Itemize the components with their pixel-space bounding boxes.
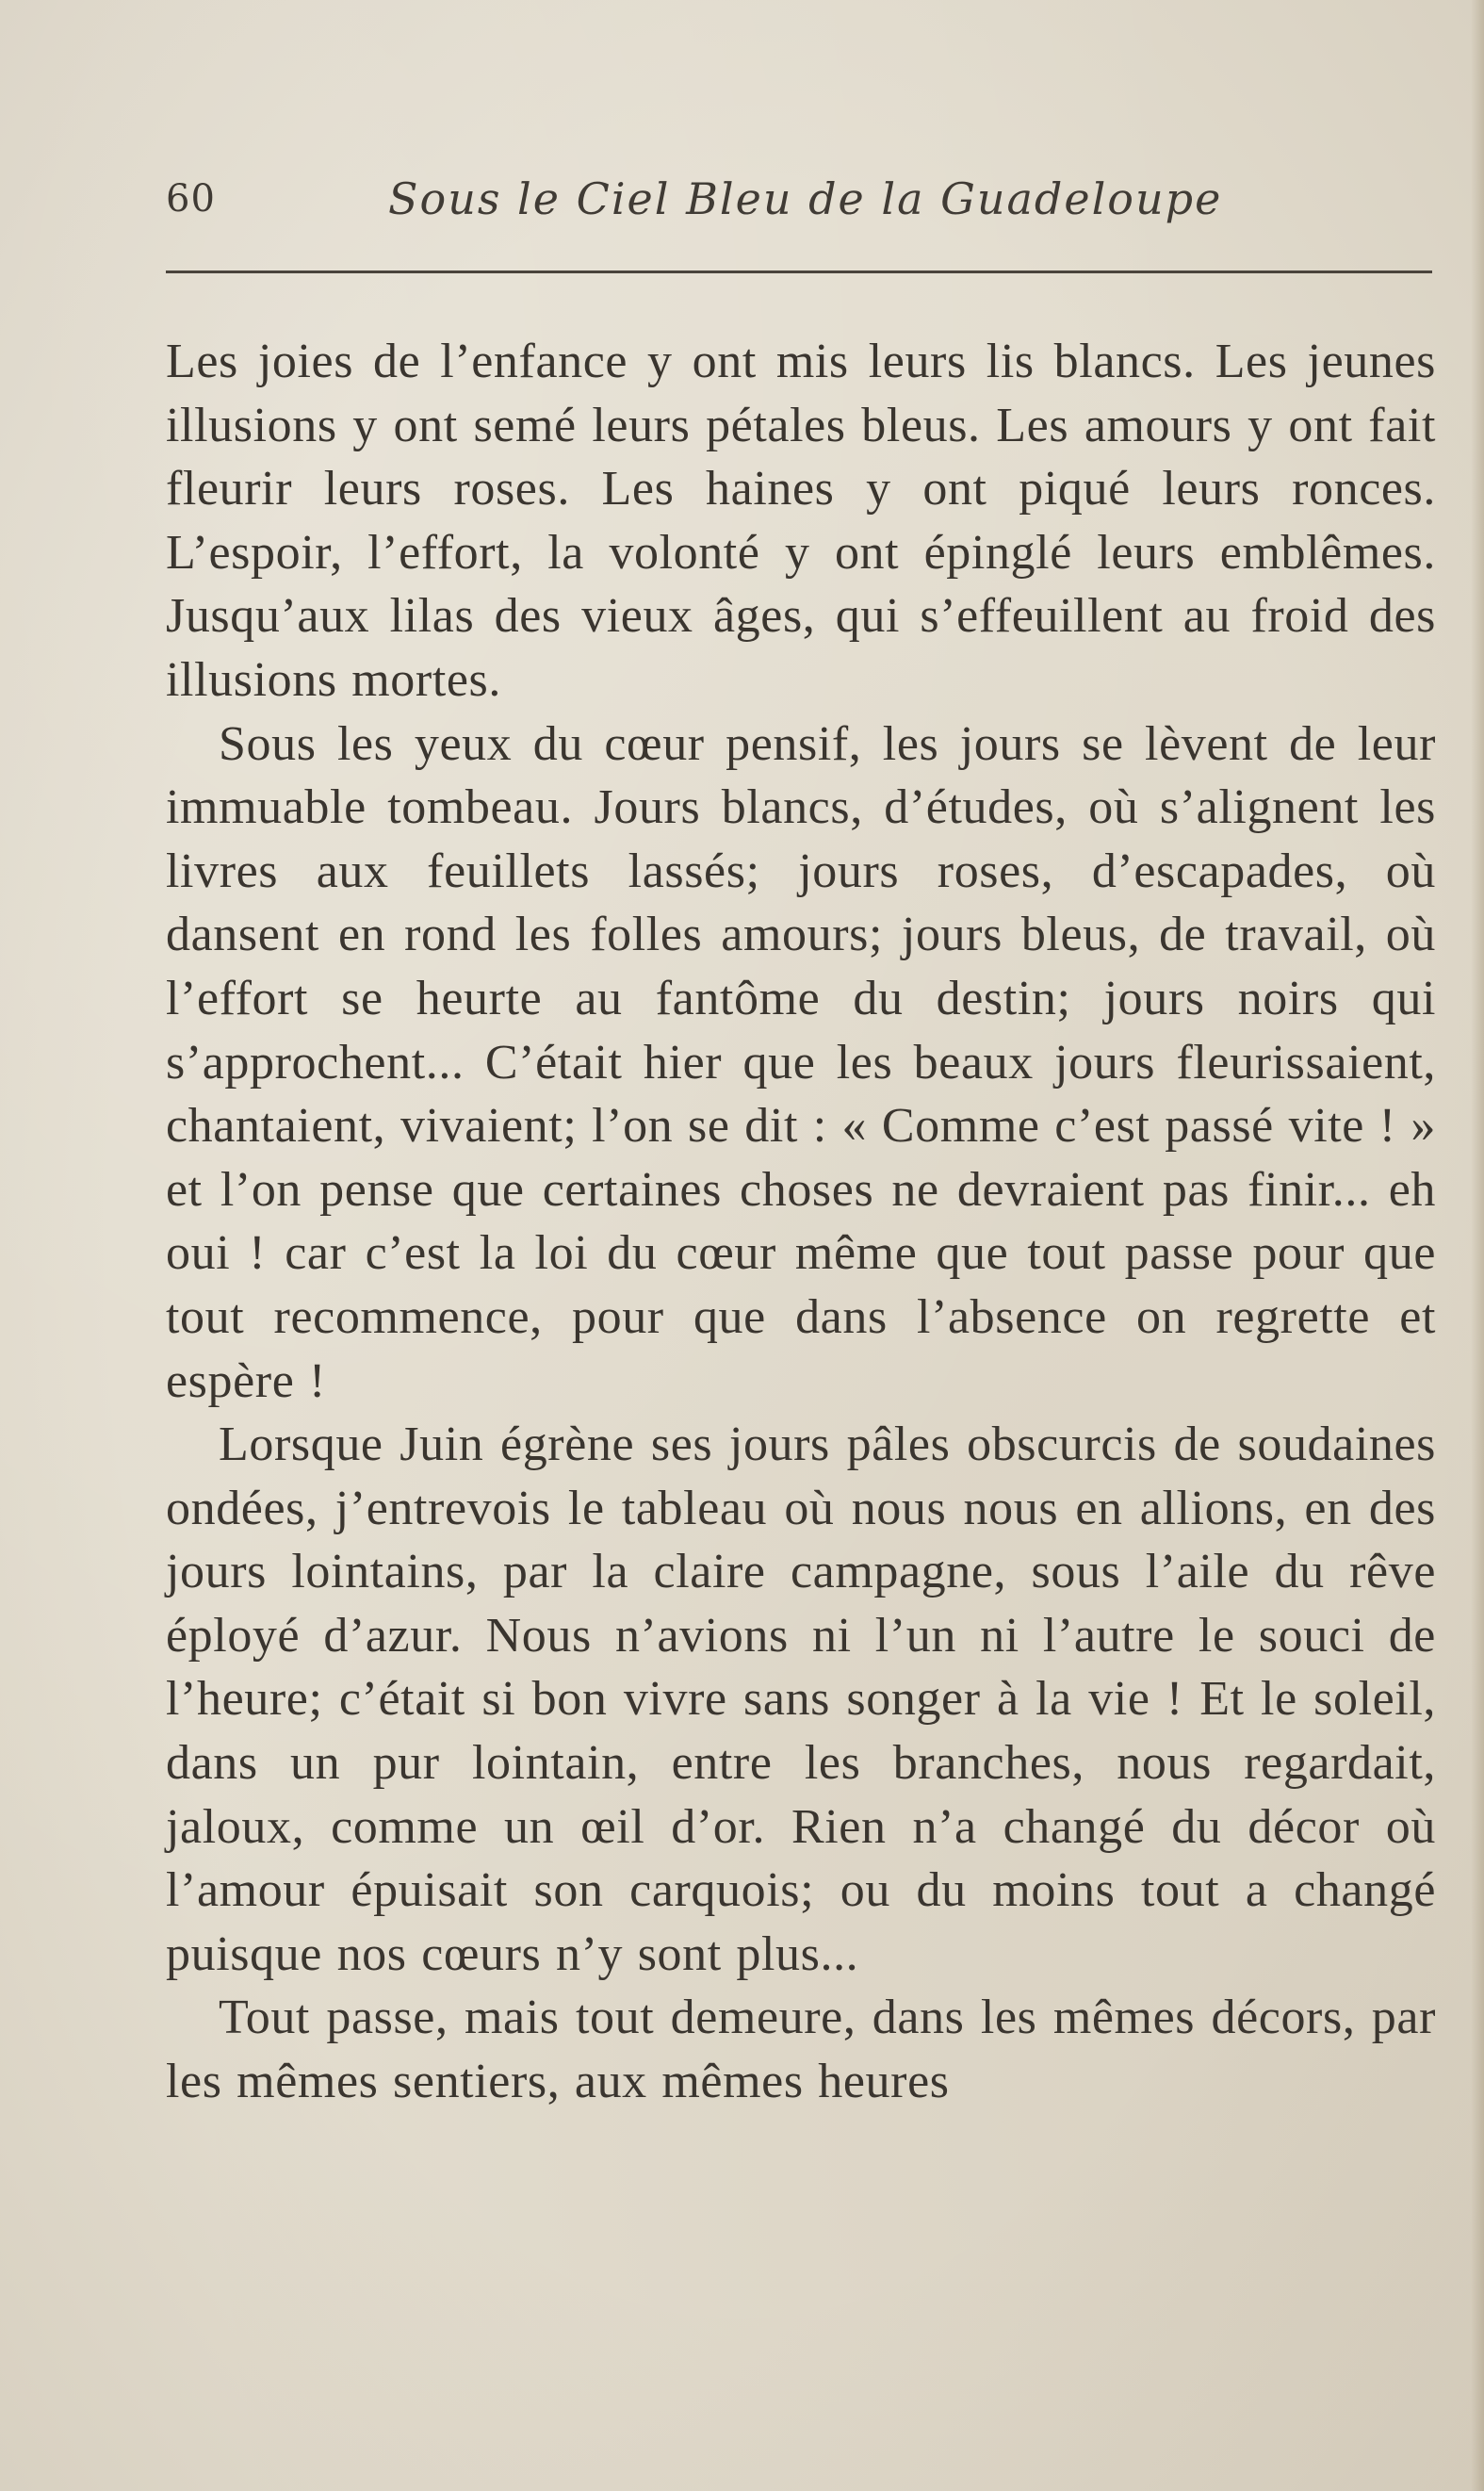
running-title: Sous le Ciel Bleu de la Guadeloupe xyxy=(388,173,1223,224)
header-rule xyxy=(166,270,1432,273)
page-number: 60 xyxy=(166,177,216,221)
paragraph-3: Lorsque Juin égrène ses jours pâles obscurcis de soudaines ondées, j’entrevois le tableau où nous nous en allions, en des jours lointains, par la claire campagne, sous l’aile du rêve éployé d’azur. Nous n’avions ni l’un ni l’autre le souci de l’heure; c’était si bon vivre sans songer à la vie ! Et le soleil, dans un pur lointain, entre les branches, nous regardait, jaloux, comme un œil d’or. Rien n’a changé du décor où l’amour épuisait son carquois; ou du moins tout a changé puisque nos cœurs n’y sont plus... xyxy=(166,1418,1436,1981)
page-edge-shadow xyxy=(1471,0,1484,2491)
body-text xyxy=(166,330,1436,2114)
paragraph-1: Les joies de l’enfance y ont mis leurs lis blancs. Les jeunes illusions y ont semé leurs pétales bleus. Les amours y ont fait fleurir leurs roses. Les haines y ont piqué leurs ronces. L’espoir, l’effort, la volonté y ont épinglé leurs emblêmes. Jusqu’aux lilas des vieux âges, qui s’effeuillent au froid des illusions mortes. xyxy=(166,335,1436,707)
running-header xyxy=(166,168,1432,234)
paragraph-4: Tout passe, mais tout demeure, dans les mêmes décors, par les mêmes sentiers, aux mêmes heures xyxy=(166,1991,1436,2109)
paragraph-2: Sous les yeux du cœur pensif, les jours se lèvent de leur immuable tombeau. Jours blancs, d’études, où s’alignent les livres aux feuillets lassés; jours roses, d’escapades, où dansent en rond les folles amours; jours bleus, de travail, où l’effort se heurte au fantôme du destin; jours noirs qui s’approchent... C’était hier que les beaux jours fleurissaient, chantaient, vivaient; l’on se dit : « Comme c’est passé vite ! » et l’on pense que certaines choses ne devraient pas finir... eh oui ! car c’est la loi du cœur même que tout passe pour que tout recommence, pour que dans l’absence on regrette et espère ! xyxy=(166,716,1436,1408)
